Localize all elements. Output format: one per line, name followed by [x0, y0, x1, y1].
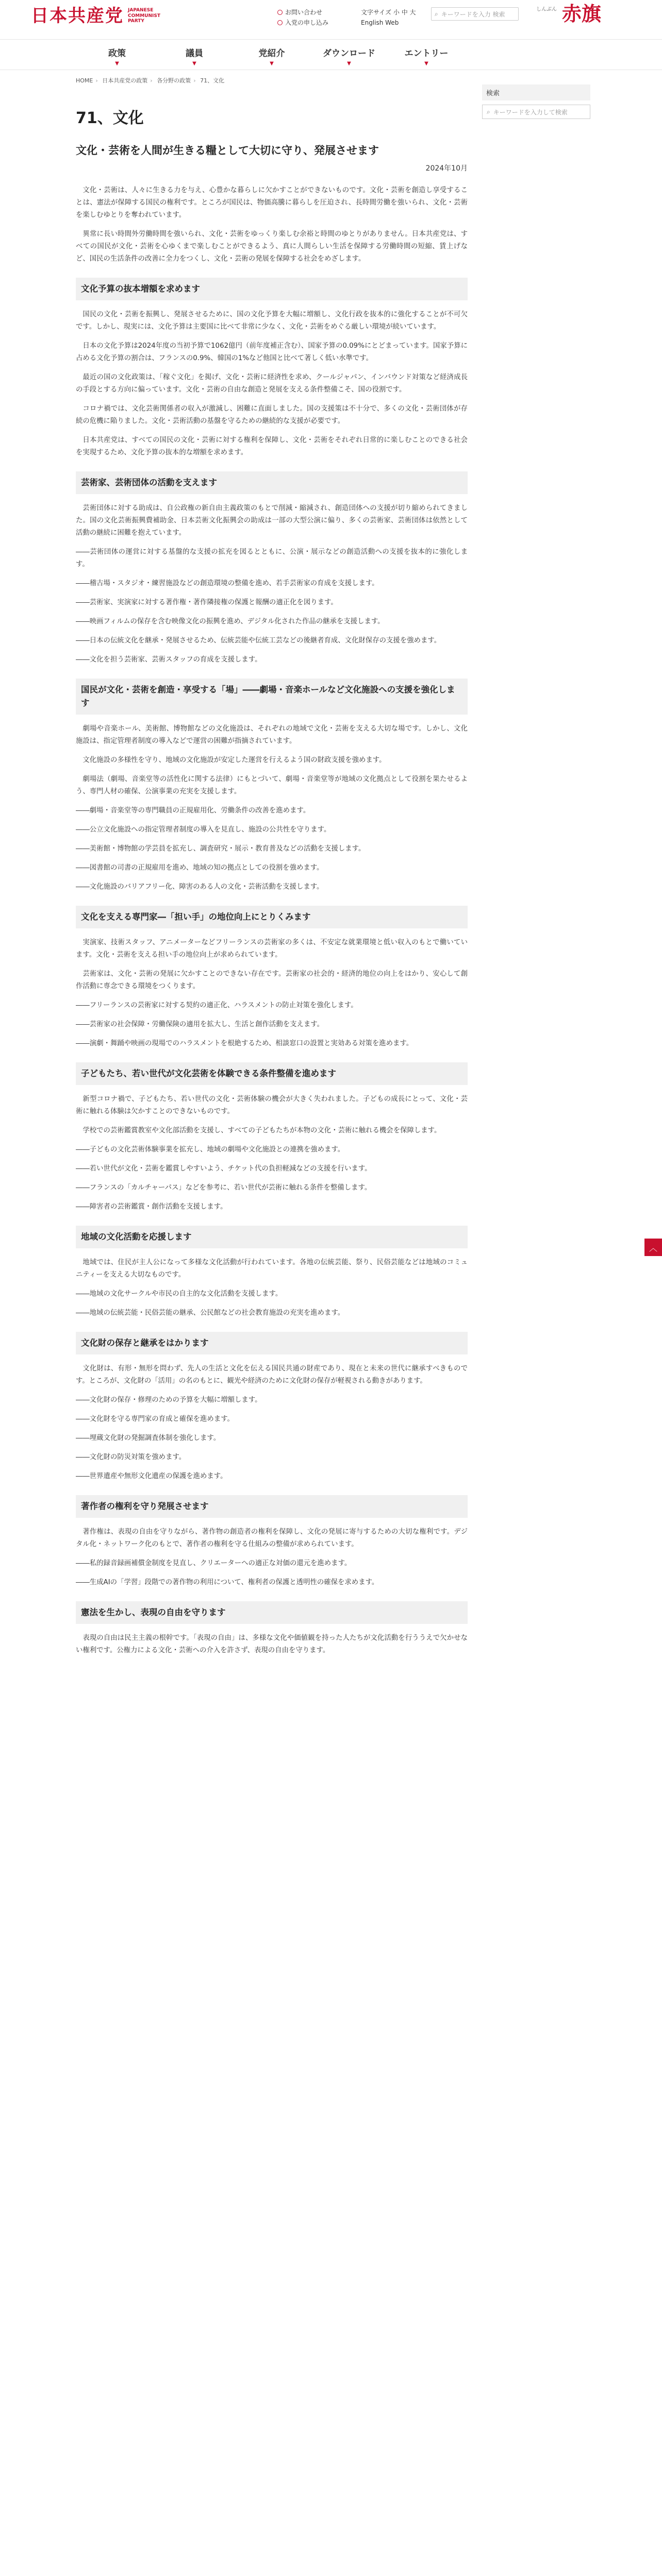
section-paragraph: ――美術館・博物館の学芸員を拡充し、調査研究・展示・教育普及などの活動を支援します。 — [76, 845, 366, 853]
page-title: 71、文化 — [76, 109, 144, 127]
article-sections — [76, 278, 468, 1657]
section-paragraph: コロナ禍では、文化芸術関係者の収入が激減し、困難に直面しました。国の支援策は不十分で、多くの文化・芸術団体が存続の危機に陥りました。文化・芸術活動の基盤を守るための継続的な支援が必要です。 — [76, 405, 468, 425]
section-heading: 芸術家、芸術団体の活動を支えます — [76, 471, 468, 494]
section-paragraph: 文化施設の多様性を守り、地域の文化施設が安定した運営を行えるよう国の財政支援を強めます。 — [82, 756, 386, 764]
nav-label: 党紹介 — [258, 48, 285, 59]
nav-item-about[interactable] — [233, 40, 310, 70]
section-paragraph: ――世界遺産や無形文化遺産の保護を進めます。 — [76, 1472, 227, 1480]
section-paragraph: ――文化財の防災対策を強めます。 — [76, 1453, 186, 1461]
section-paragraph: 著作権は、表現の自由を守りながら、著作物の創造者の権利を保障し、文化の発展に寄与するための大切な権利です。デジタル化・ネットワーク化のもとで、著作者の権利を守る仕組みの整備が求められています。 — [76, 1528, 468, 1548]
site-logo[interactable] — [31, 7, 160, 25]
akahata-label: しんぶん — [536, 7, 557, 12]
logo-text: 日本共産党 — [31, 6, 124, 26]
breadcrumb-home[interactable]: HOME — [76, 77, 93, 84]
section-paragraph: 劇場法（劇場、音楽堂等の活性化に関する法律）にもとづいて、劇場・音楽堂等が地域の文化拠点として役割を果たせるよう、専門人材の確保、公演事業の充実を支援します。 — [76, 775, 468, 795]
article-lead: 文化・芸術を人間が生きる糧として大切に守り、発展させます — [76, 144, 379, 157]
nav-item-policy[interactable] — [78, 40, 156, 70]
inquiry-link[interactable] — [277, 7, 328, 18]
article-date: 2024年10月 — [425, 164, 468, 173]
section-paragraph: ――地域の伝統芸能・民俗芸能の継承、公民館などの社会教育施設の充実を進めます。 — [76, 1309, 345, 1317]
section-paragraph: 劇場や音楽ホール、美術館、博物館などの文化施設は、それぞれの地域で文化・芸術を支える大切な場です。しかし、文化施設は、指定管理者制度の導入などで運営の困難が指摘されています。 — [76, 725, 468, 745]
chevron-down-icon: ▼ — [192, 61, 196, 66]
breadcrumb-fields[interactable]: 各分野の政策 — [157, 77, 191, 84]
header-links — [277, 7, 328, 28]
section-paragraph: ――日本の伝統文化を継承・発展させるため、伝統芸能や伝統工芸などの後継者育成、文化財保存の支援を強めます。 — [76, 637, 441, 645]
section-paragraph: ――演劇・舞踊や映画の現場でのハラスメントを根絶するため、相談窓口の設置と実効ある対策を進めます。 — [76, 1040, 413, 1047]
breadcrumb-policy[interactable]: 日本共産党の政策 — [102, 77, 148, 84]
intro-paragraph: 文化・芸術は、人々に生きる力を与え、心豊かな暮らしに欠かすことができないものです。文化・芸術を創造し享受することは、憲法が保障する国民の権利です。ところが国民は、物価高騰に暮らしを圧迫され、長時間労働を強いられ、文化・芸術を楽しむゆとりを奪われています。 — [76, 187, 468, 219]
section-paragraph: 国民の文化・芸術を振興し、発展させるために、国の文化予算を大幅に増額し、文化行政を抜本的に強化することが不可欠です。しかし、現実には、文化予算は主要国に比べて非常に少なく、文化・芸術をめぐる厳しい環境が続いています。 — [76, 311, 468, 331]
section-paragraph: ――図書館の司書の正規雇用を進め、地域の知の拠点としての役割を強めます。 — [76, 864, 324, 872]
section-paragraph: ――埋蔵文化財の発掘調査体制を強化します。 — [76, 1434, 221, 1442]
nav-item-members[interactable] — [156, 40, 233, 70]
global-nav — [0, 40, 662, 70]
nav-item-entry[interactable] — [388, 40, 465, 70]
sidebar-title: 検索 — [482, 84, 590, 100]
section-paragraph: ――障害者の芸術鑑賞・創作活動を支援します。 — [76, 1203, 227, 1211]
section-paragraph: ――公立文化施設への指定管理者制度の導入を見直し、施設の公共性を守ります。 — [76, 826, 331, 834]
section-paragraph: ――私的録音録画補償金制度を見直し、クリエーターへの適正な対価の還元を進めます。 — [76, 1560, 352, 1567]
article-intro — [76, 184, 468, 265]
section-paragraph: ――文化を担う芸術家、芸術スタッフの育成を支援します。 — [76, 656, 262, 664]
section-heading: 国民が文化・芸術を創造・享受する「場」――劇場・音楽ホールなど文化施設への支援を強化します — [76, 679, 468, 715]
section-paragraph: 芸術家は、文化・芸術の発展に欠かすことのできない存在です。芸術家の社会的・経済的地位の向上をはかり、安心して創作活動に専念できる環境をつくります。 — [76, 970, 468, 990]
inquiry-label: お問い合わせ — [285, 9, 323, 16]
section-paragraph: ――文化財の保存・修理のための予算を大幅に増額します。 — [76, 1396, 262, 1404]
section-paragraph: 芸術団体に対する助成は、自公政権の新自由主義政策のもとで削減・縮減され、創造団体への支援が切り縮められてきました。国の文化芸術振興費補助金、日本芸術文化振興会の助成は一部の大型公演に偏り、多くの芸術家、芸術団体は依然として活動の継続に困難を抱えています。 — [76, 504, 468, 537]
section-paragraph: 日本の文化予算は2024年度の当初予算で1062億円（前年度補正含む）、国家予算の0.09%にとどまっています。国家予算に占める文化予算の割合は、フランスの0.9%、韓国の1%など他国と比べて著しく低い水準です。 — [76, 342, 468, 362]
fontsize-options[interactable]: 小 中 大 — [393, 9, 416, 16]
section-paragraph: 日本共産党は、すべての国民の文化・芸術に対する権利を保障し、文化・芸術をそれぞれ日常的に楽しむことのできる社会を実現するため、文化予算の抜本的な増額を求めます。 — [76, 436, 468, 456]
sidebar-search-placeholder: キーワードを入力して検索 — [493, 108, 568, 116]
nav-label: エントリー — [404, 48, 449, 59]
nav-label: 政策 — [108, 48, 126, 59]
akahata-logo[interactable]: 赤旗 — [562, 2, 602, 25]
nav-label: ダウンロード — [323, 48, 375, 59]
section-paragraph: ――生成AIの「学習」段階での著作物の利用について、権利者の保護と透明性の確保を求めます。 — [76, 1579, 379, 1586]
section-heading: 文化財の保存と継承をはかります — [76, 1332, 468, 1354]
section-paragraph: 学校での芸術鑑賞教室や文化部活動を支援し、すべての子どもたちが本物の文化・芸術に触れる機会を保障します。 — [82, 1127, 441, 1134]
section-paragraph: ――芸術家、実演家に対する著作権・著作隣接権の保護と報酬の適正化を図ります。 — [76, 599, 338, 606]
fontsize-label: 文字サイズ — [361, 9, 392, 16]
bullet-icon — [277, 20, 283, 25]
join-link[interactable] — [277, 18, 328, 28]
search-icon: ⌕ — [435, 10, 438, 18]
section-paragraph: 最近の国の文化政策は、「稼ぐ文化」を掲げ、文化・芸術に経済性を求め、クールジャパン、インバウンド対策など経済成長の手段とする方向に偏っています。文化・芸術の自由な創造と発展を支える条件整備こそ、国の役割です。 — [76, 374, 468, 394]
nav-label: 議員 — [186, 48, 203, 59]
search-placeholder: キーワードを入力 検索 — [441, 10, 505, 18]
section-paragraph: 地域では、住民が主人公になって多様な文化活動が行われています。各地の伝統芸能、祭り、民俗芸能などは地域のコミュニティーを支える大切なものです。 — [76, 1259, 468, 1279]
section-heading: 文化を支える専門家―「担い手」の地位向上にとりくみます — [76, 906, 468, 928]
scroll-top-button[interactable]: ︿ — [644, 1239, 662, 1256]
bullet-icon — [277, 10, 283, 15]
section-paragraph: ――フランスの「カルチャーパス」などを参考に、若い世代が芸術に触れる条件を整備します。 — [76, 1184, 372, 1192]
section-paragraph: ――若い世代が文化・芸術を鑑賞しやすいよう、チケット代の負担軽減などの支援を行います。 — [76, 1165, 372, 1173]
section-paragraph: ――フリーランスの芸術家に対する契約の適正化、ハラスメントの防止対策を強化します。 — [76, 1002, 358, 1009]
section-paragraph: ――地域の文化サークルや市民の自主的な文化活動を支援します。 — [76, 1290, 283, 1298]
chevron-down-icon: ▼ — [270, 61, 274, 66]
section-paragraph: ――文化施設のバリアフリー化、障害のある人の文化・芸術活動を支援します。 — [76, 883, 324, 891]
section-paragraph: 文化財は、有形・無形を問わず、先人の生活と文化を伝える国民共通の財産であり、現在と未来の世代に継承すべきものです。ところが、文化財の「活用」の名のもとに、観光や経済のために文化財の保存が軽視される動きがあります。 — [76, 1365, 468, 1385]
breadcrumb: HOME › 日本共産党の政策 › 各分野の政策 › 71、文化 — [76, 77, 225, 84]
section-paragraph: ――芸術家の社会保障・労働保険の適用を拡大し、生活と創作活動を支えます。 — [76, 1021, 324, 1028]
section-paragraph: 新型コロナ禍で、子どもたち、若い世代の文化・芸術体験の機会が大きく失われました。子どもの成長にとって、文化・芸術に触れる体験は欠かすことのできないものです。 — [76, 1095, 468, 1115]
section-heading: 文化予算の抜本増額を求めます — [76, 278, 468, 300]
section-heading: 憲法を生かし、表現の自由を守ります — [76, 1601, 468, 1624]
section-heading: 子どもたち、若い世代が文化芸術を体験できる条件整備を進めます — [76, 1062, 468, 1085]
chevron-down-icon: ▼ — [424, 61, 428, 66]
section-heading: 著作者の権利を守り発展させます — [76, 1495, 468, 1518]
section-paragraph: ――劇場・音楽堂等の専門職員の正規雇用化、労働条件の改善を進めます。 — [76, 807, 310, 815]
join-label: 入党の申し込み — [285, 19, 329, 26]
breadcrumb-current: 71、文化 — [200, 77, 225, 84]
section-paragraph: ――文化財を守る専門家の育成と確保を進めます。 — [76, 1415, 234, 1423]
section-paragraph: ――子どもの文化芸術体験事業を拡充し、地域の劇場や文化施設との連携を強めます。 — [76, 1146, 345, 1154]
logo-english: JAPANESE COMMUNIST PARTY — [128, 7, 160, 24]
header-search-input[interactable] — [431, 7, 519, 21]
site-header — [0, 0, 662, 40]
article — [76, 105, 468, 1664]
chevron-down-icon: ▼ — [347, 61, 351, 66]
english-link[interactable]: English Web — [361, 19, 399, 26]
intro-paragraph: 異常に長い時間外労働時間を強いられ、文化・芸術をゆっくり楽しむ余裕と時間のゆとりがありません。日本共産党は、すべての国民が文化・芸術を心ゆくまで楽しむことができるよう、真に人間らしい生活を保障する労働時間の短縮、賃上げなど、国民の生活条件の改善に全力をつくし、文化・芸術の発展を保障する社会をめざします。 — [76, 230, 468, 263]
nav-item-download[interactable] — [310, 40, 388, 70]
section-heading: 地域の文化活動を応援します — [76, 1226, 468, 1248]
fontsize-control — [361, 7, 416, 28]
section-paragraph: ――映画フィルムの保存を含む映像文化の振興を進め、デジタル化された作品の継承を支援します。 — [76, 618, 385, 625]
search-icon: ⌕ — [487, 108, 490, 115]
sidebar-search-input[interactable] — [482, 105, 590, 119]
section-paragraph: 表現の自由は民主主義の根幹です。「表現の自由」は、多様な文化や価値観を持った人たちが文化活動を行ううえで欠かせない権利です。公権力による文化・芸術への介入を許さず、表現の自由を守ります。 — [76, 1634, 468, 1654]
sidebar — [482, 84, 590, 119]
chevron-down-icon: ▼ — [115, 61, 119, 66]
section-paragraph: ――芸術団体の運営に対する基盤的な支援の拡充を図るとともに、公演・展示などの創造活動への支援を抜本的に強化します。 — [76, 548, 468, 568]
section-paragraph: ――稽古場・スタジオ・練習施設などの創造環境の整備を進め、若手芸術家の育成を支援します。 — [76, 580, 379, 587]
section-paragraph: 実演家、技術スタッフ、アニメーターなどフリーランスの芸術家の多くは、不安定な就業環境と低い収入のもとで働いています。文化・芸術を支える担い手の地位向上が求められています。 — [76, 939, 468, 959]
